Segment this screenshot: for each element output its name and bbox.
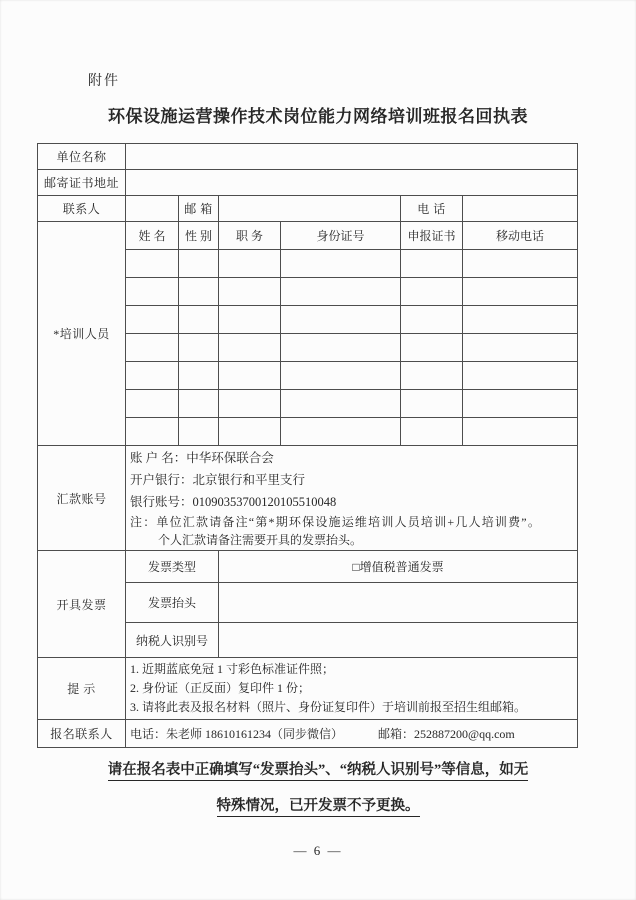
registration-contact-phone: 电话：朱老师 18610161234（同步微信） <box>130 727 344 741</box>
trainee-empty-cell <box>219 390 281 418</box>
trainee-col-id-number: 身份证号 <box>281 222 401 250</box>
remittance-bank: 开户银行：北京银行和平里支行 <box>130 473 306 487</box>
attachment-label: 附件 <box>88 74 120 89</box>
trainee-empty-cell <box>219 306 281 334</box>
trainee-empty-cell <box>281 390 401 418</box>
mailing-address-label: 邮寄证书地址 <box>38 170 126 196</box>
registration-contact-label: 报名联系人 <box>38 720 126 748</box>
page-number: — 6 — <box>293 843 343 858</box>
trainee-empty-cell <box>401 250 463 278</box>
registration-contact-email: 邮箱：252887200@qq.com <box>378 727 515 741</box>
trainee-empty-cell <box>126 362 179 390</box>
invoice-title-field <box>219 583 578 623</box>
trainee-empty-cell <box>463 418 578 446</box>
trainee-empty-cell <box>463 250 578 278</box>
contact-email-field <box>219 196 401 222</box>
remittance-account-number: 银行账号：01090353700120105510048 <box>130 495 337 509</box>
invoice-type-row <box>38 551 578 583</box>
invoice-label: 开具发票 <box>38 551 126 658</box>
trainee-empty-cell <box>126 278 179 306</box>
trainee-col-gender: 性 别 <box>179 222 219 250</box>
trainee-empty-cell <box>401 334 463 362</box>
trainee-col-mobile: 移动电话 <box>463 222 578 250</box>
trainee-empty-cell <box>179 306 219 334</box>
trainee-empty-cell <box>219 250 281 278</box>
invoice-title-label: 发票抬头 <box>126 583 219 623</box>
trainee-col-name: 姓 名 <box>126 222 179 250</box>
remittance-details <box>126 446 578 551</box>
tips-content <box>126 658 578 720</box>
trainee-empty-cell <box>179 278 219 306</box>
contact-phone-label: 电 话 <box>401 196 463 222</box>
footer-note-line2: 特殊情况，已开发票不予更换。 <box>217 798 420 817</box>
unit-name-field <box>126 144 578 170</box>
tips-label: 提 示 <box>38 658 126 720</box>
registration-form-table <box>37 143 578 748</box>
trainee-empty-cell <box>463 390 578 418</box>
tip-item-1: 1. 近期蓝底免冠 1 寸彩色标准证件照； <box>130 662 335 676</box>
trainee-empty-cell <box>281 278 401 306</box>
trainee-empty-cell <box>126 334 179 362</box>
mailing-address-field <box>126 170 578 196</box>
footer-note <box>0 752 636 824</box>
registration-contact-details <box>126 720 578 748</box>
page-title: 环保设施运营操作技术岗位能力网络培训班报名回执表 <box>108 107 528 126</box>
trainee-empty-cell <box>463 278 578 306</box>
trainee-empty-cell <box>281 334 401 362</box>
trainee-empty-cell <box>219 362 281 390</box>
trainees-label: *培训人员 <box>38 222 126 446</box>
trainee-empty-cell <box>219 418 281 446</box>
trainee-empty-cell <box>281 418 401 446</box>
trainee-empty-cell <box>126 418 179 446</box>
contact-phone-field <box>463 196 578 222</box>
mailing-address-row <box>38 170 578 196</box>
trainee-empty-cell <box>401 390 463 418</box>
trainee-empty-cell <box>401 278 463 306</box>
contact-row <box>38 196 578 222</box>
tip-item-2: 2. 身份证（正反面）复印件 1 份； <box>130 681 311 695</box>
trainee-empty-cell <box>219 278 281 306</box>
footer-note-line1: 请在报名表中正确填写“发票抬头”、“纳税人识别号”等信息，如无 <box>108 762 529 781</box>
unit-name-label: 单位名称 <box>38 144 126 170</box>
remittance-row <box>38 446 578 551</box>
registration-contact-row <box>38 720 578 748</box>
trainee-empty-cell <box>281 362 401 390</box>
invoice-type-checkbox-option: □增值税普通发票 <box>219 551 578 583</box>
taxpayer-id-field <box>219 623 578 658</box>
invoice-type-label: 发票类型 <box>126 551 219 583</box>
trainee-col-certificate: 申报证书 <box>401 222 463 250</box>
trainee-empty-cell <box>126 250 179 278</box>
trainee-empty-cell <box>463 334 578 362</box>
remittance-label: 汇款账号 <box>38 446 126 551</box>
trainee-empty-cell <box>401 418 463 446</box>
trainee-empty-cell <box>179 390 219 418</box>
trainee-empty-cell <box>281 306 401 334</box>
trainee-empty-cell <box>401 306 463 334</box>
trainee-empty-cell <box>126 306 179 334</box>
trainee-empty-cell <box>179 362 219 390</box>
contact-name-field <box>126 196 179 222</box>
remittance-note-line1: 注：单位汇款请备注“第*期环保设施运维培训人员培训+几人培训费”。 <box>130 515 542 529</box>
trainee-empty-cell <box>463 306 578 334</box>
tip-item-3: 3. 请将此表及报名材料（照片、身份证复印件）于培训前报至招生组邮箱。 <box>130 700 527 714</box>
trainee-empty-cell <box>463 362 578 390</box>
tips-row <box>38 658 578 720</box>
trainee-empty-cell <box>126 390 179 418</box>
trainee-header-row <box>38 222 578 250</box>
unit-name-row <box>38 144 578 170</box>
trainee-empty-cell <box>281 250 401 278</box>
remittance-note-line2: 个人汇款请备注需要开具的发票抬头。 <box>158 533 363 547</box>
trainee-empty-cell <box>179 418 219 446</box>
trainee-empty-cell <box>179 250 219 278</box>
trainee-empty-cell <box>401 362 463 390</box>
remittance-account-name: 账 户 名：中华环保联合会 <box>130 451 274 465</box>
taxpayer-id-label: 纳税人识别号 <box>126 623 219 658</box>
trainee-empty-cell <box>179 334 219 362</box>
trainee-empty-cell <box>219 334 281 362</box>
contact-label: 联系人 <box>38 196 126 222</box>
trainee-col-position: 职 务 <box>219 222 281 250</box>
contact-email-label: 邮 箱 <box>179 196 219 222</box>
